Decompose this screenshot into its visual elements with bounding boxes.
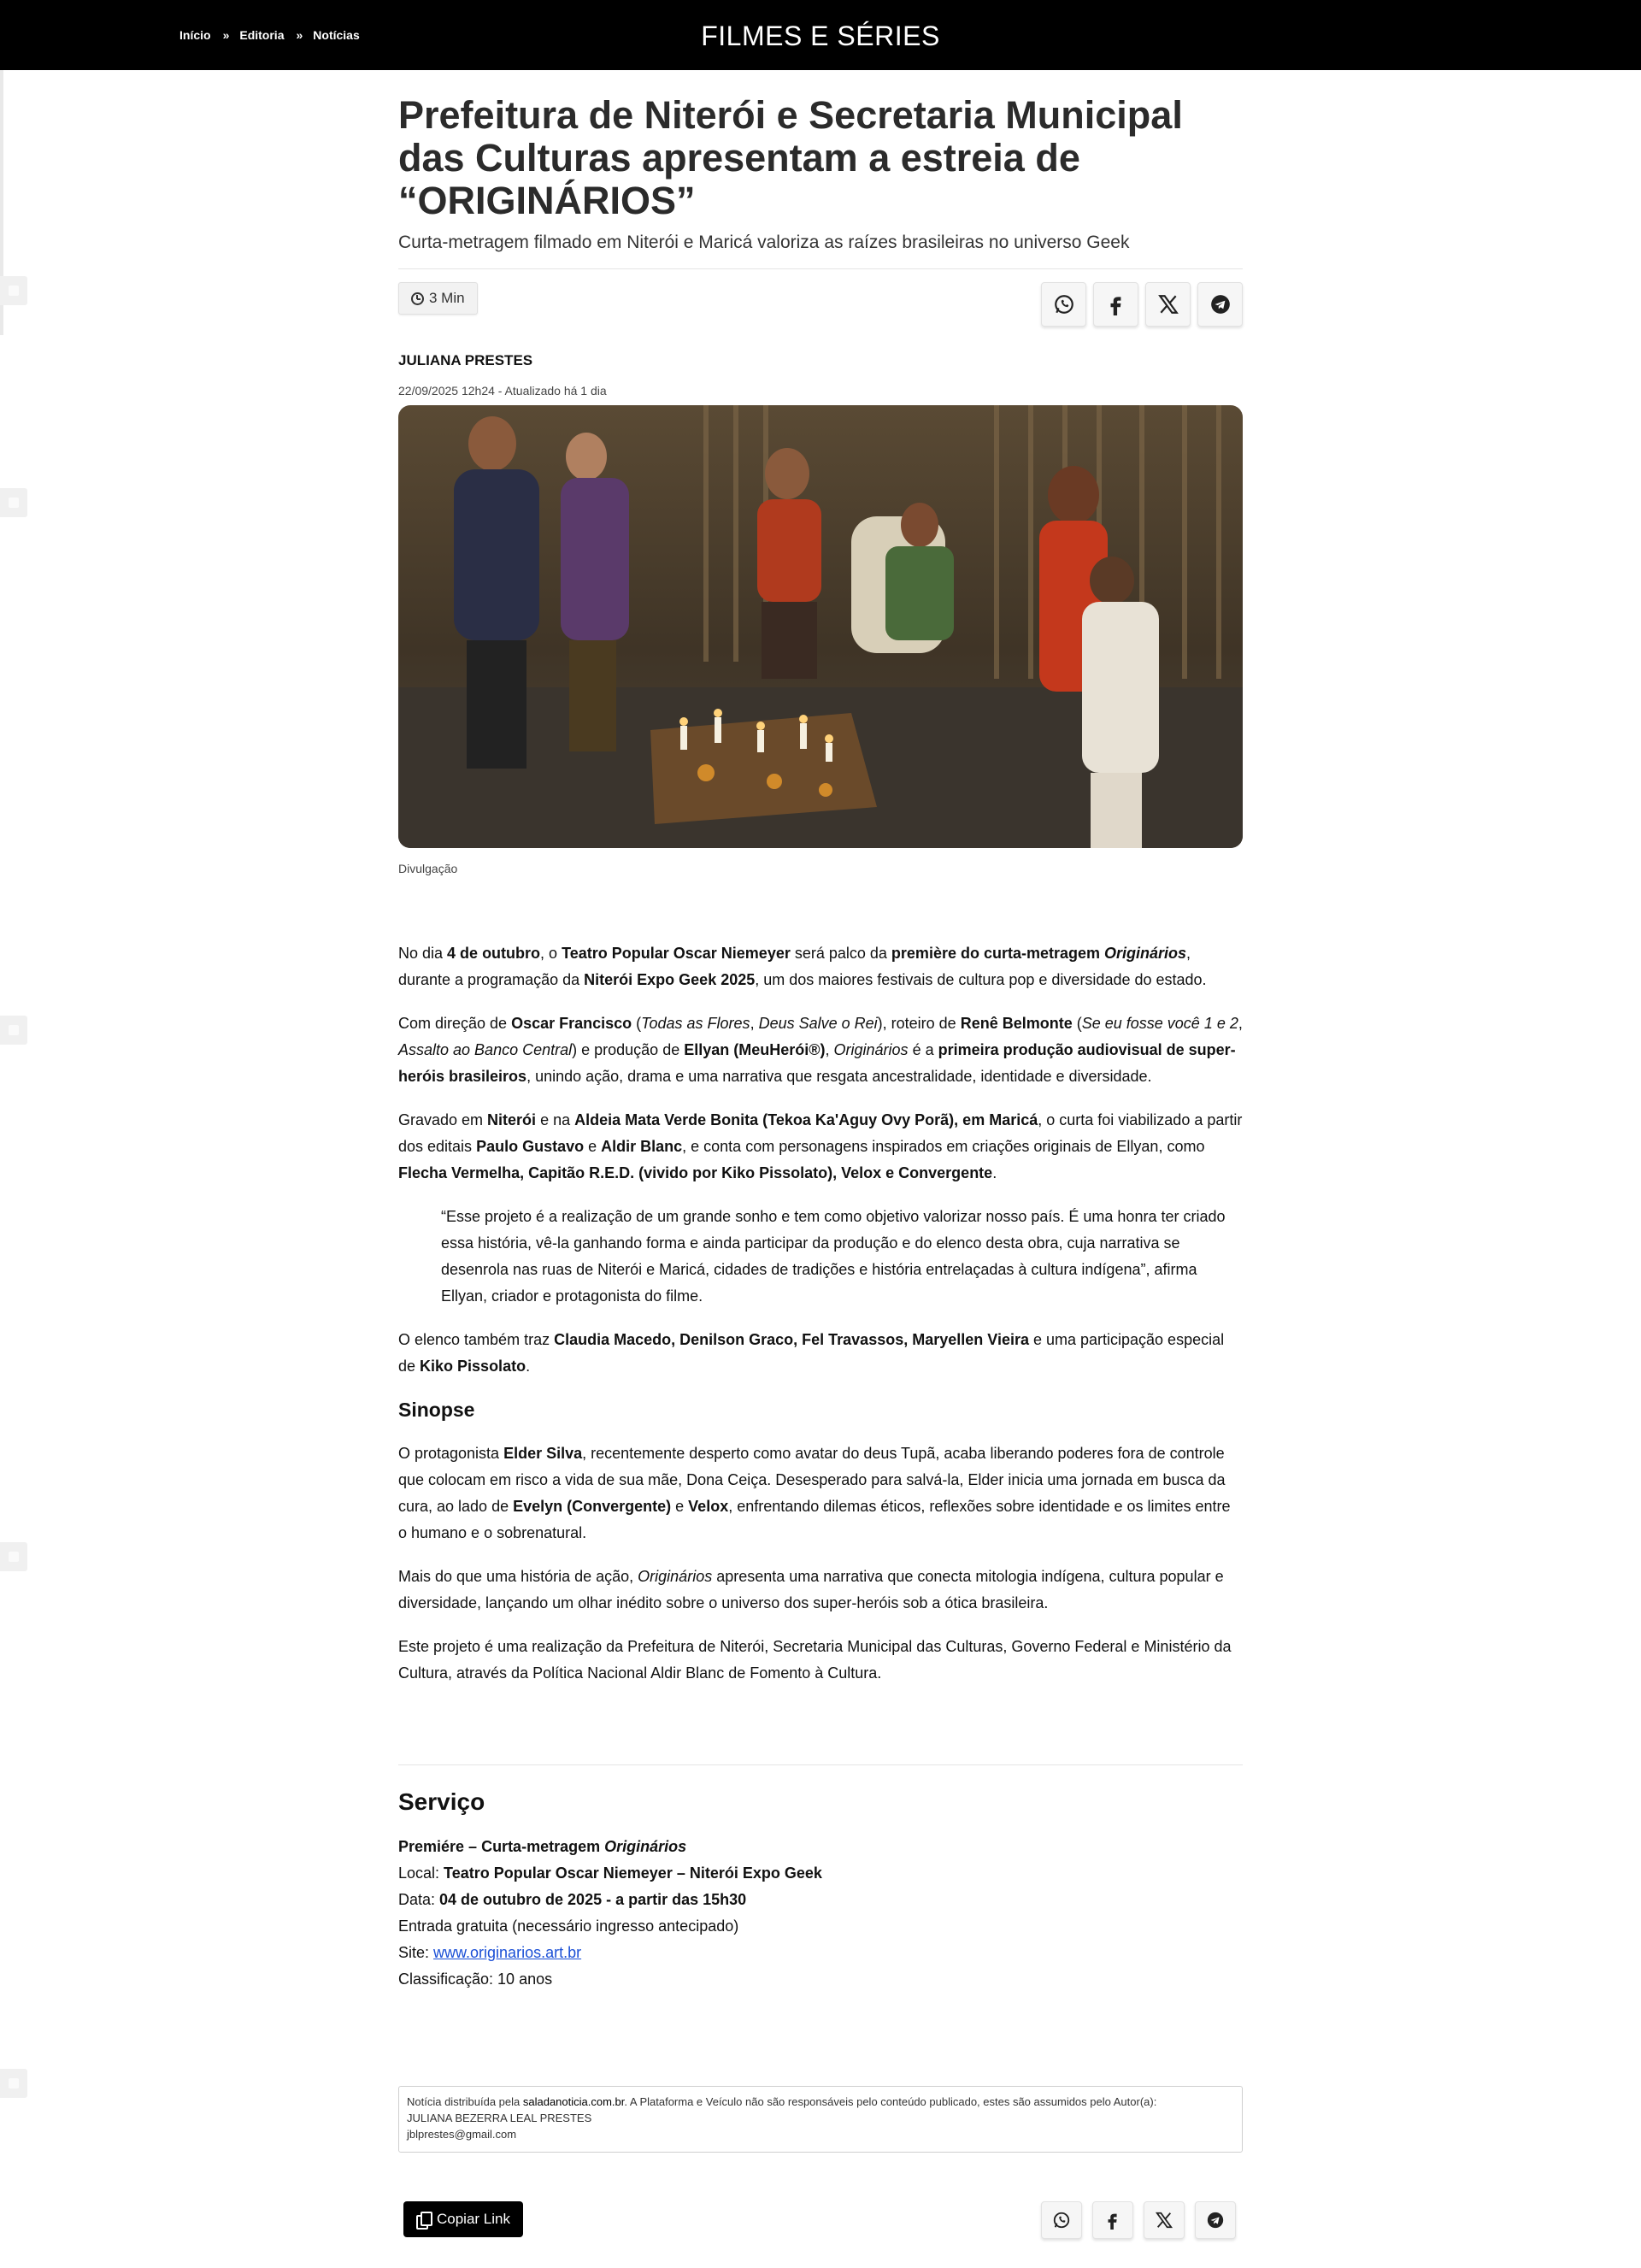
breadcrumb-noticias[interactable]: Notícias (313, 28, 360, 42)
paragraph: Mais do que uma história de ação, Originários apresenta uma narrativa que conecta mitologia indígena, cultura popular e diversidade, lançando um olhar inédito sobre o universo dos super-heróis sob a ótica brasileira. (398, 1568, 1224, 1611)
breadcrumb-separator-icon: » (222, 28, 228, 42)
share-whatsapp-button[interactable] (1041, 282, 1086, 327)
side-widget-icon (0, 1016, 27, 1045)
telegram-icon (1206, 2211, 1225, 2230)
telegram-icon (1209, 293, 1232, 315)
article-body (398, 940, 1243, 1704)
share-telegram-button[interactable] (1195, 2201, 1236, 2239)
article-photo (398, 405, 1243, 848)
paragraph: O protagonista Elder Silva, recentemente desperto como avatar do deus Tupã, acaba liberando poderes fora de controle que colocam em risco a vida de sua mãe, Dona Ceiça. Desesperado para salvá-la, Elder inicia uma jornada em busca da cura, ao lado de Evelyn (Convergente) e Velox, enfrentando dilemas éticos, reflexões sobre identidade e os limites entre o humano e o sobrenatural. (398, 1445, 1231, 1541)
servico-section (398, 1788, 1243, 1993)
photo-caption: Divulgação (398, 862, 458, 875)
copy-icon (416, 2212, 430, 2227)
copy-link-button[interactable] (403, 2201, 523, 2237)
breadcrumb-separator-icon: » (296, 28, 302, 42)
share-x-button[interactable] (1144, 2201, 1185, 2239)
author-name[interactable]: JULIANA PRESTES (398, 352, 533, 368)
paragraph: O elenco também traz Claudia Macedo, Denilson Graco, Fel Travassos, Maryellen Vieira e uma participação especial de Kiko Pissolato. (398, 1331, 1225, 1375)
breadcrumb-inicio[interactable]: Início (179, 28, 211, 42)
share-whatsapp-button[interactable] (1041, 2201, 1082, 2239)
share-facebook-button[interactable] (1093, 282, 1138, 327)
servico-site: Site: www.originarios.art.br (398, 1944, 582, 1961)
servico-data: Data: 04 de outubro de 2025 - a partir das 15h30 (398, 1891, 747, 1908)
publish-date: 22/09/2025 12h24 - Atualizado há 1 dia (398, 384, 607, 398)
paragraph: Este projeto é uma realização da Prefeitura de Niterói, Secretaria Municipal das Culturas, Governo Federal e Ministério da Cultura, através da Política Nacional Aldir Blanc de Fomento à Cultura. (398, 1638, 1232, 1682)
divider (398, 268, 1243, 269)
paragraph: Gravado em Niterói e na Aldeia Mata Verde Bonita (Tekoa Ka'Aguy Ovy Porã), em Maricá, o curta foi viabilizado a partir dos editais Paulo Gustavo e Aldir Blanc, e conta com personagens inspirados em criações originais de Ellyan, como Flecha Vermelha, Capitão R.E.D. (vivido por Kiko Pissolato), Velox e Convergente. (398, 1111, 1243, 1181)
x-icon (1155, 2211, 1173, 2230)
divider (398, 1764, 1243, 1765)
paragraph: Com direção de Oscar Francisco (Todas as Flores, Deus Salve o Rei), roteiro de Renê Belmonte (Se eu fosse você 1 e 2, Assalto ao Banco Central) e produção de Ellyan (MeuHerói®), Originários é a primeira produção audiovisual de super-heróis brasileiros, unindo ação, drama e uma narrativa que resgata ancestralidade, identidade e diversidade. (398, 1015, 1243, 1085)
read-time-badge (398, 282, 478, 315)
side-widget-icon (0, 276, 27, 305)
article-subtitle: Curta-metragem filmado em Niterói e Maricá valoriza as raízes brasileiras no universo Geek (398, 233, 1130, 252)
whatsapp-icon (1052, 2211, 1071, 2230)
copy-link-label: Copiar Link (437, 2211, 510, 2227)
facebook-icon (1105, 293, 1127, 315)
article-title: Prefeitura de Niterói e Secretaria Municipal das Culturas apresentam a estreia de “ORIGINÁRIOS” (398, 93, 1183, 222)
paragraph: No dia 4 de outubro, o Teatro Popular Oscar Niemeyer será palco da première do curta-metragem Originários, durante a programação da Niterói Expo Geek 2025, um dos maiores festivais de cultura pop e diversidade do estado. (398, 945, 1207, 988)
top-bar (0, 0, 1641, 70)
quote: “Esse projeto é a realização de um grande sonho e tem como objetivo valorizar nosso país. É uma honra ter criado essa história, vê-la ganhando forma e ainda participar da produção e do elenco desta obra, cuja narrativa se desenrola nas ruas de Niterói e Maricá, cidades de tradições e história entrelaçadas à cultura indígena”, afirma Ellyan, criador e protagonista do filme. (441, 1208, 1226, 1305)
sinopse-heading: Sinopse (398, 1399, 475, 1421)
servico-entrada: Entrada gratuita (necessário ingresso antecipado) (398, 1917, 739, 1935)
x-icon (1157, 293, 1179, 315)
clock-icon (411, 292, 424, 305)
side-widget-icon (0, 2069, 27, 2098)
breadcrumb-editoria[interactable]: Editoria (239, 28, 285, 42)
photo-image (398, 405, 1243, 848)
share-bar-bottom (1041, 2201, 1236, 2239)
share-facebook-button[interactable] (1092, 2201, 1133, 2239)
servico-heading: Serviço (398, 1788, 485, 1815)
read-time-value: 3 Min (429, 290, 465, 306)
site-title[interactable]: FILMES E SÉRIES (701, 21, 940, 51)
notice-source-link[interactable]: saladanoticia.com.br (522, 2095, 625, 2108)
notice-author-email: jblprestes@gmail.com (407, 2128, 517, 2141)
site-link[interactable]: www.originarios.art.br (433, 1944, 582, 1961)
servico-classificacao: Classificação: 10 anos (398, 1971, 553, 1988)
facebook-icon (1103, 2211, 1122, 2230)
side-widget-icon (0, 1542, 27, 1571)
servico-local: Local: Teatro Popular Oscar Niemeyer – Niterói Expo Geek (398, 1864, 822, 1882)
side-widget-icon (0, 488, 27, 517)
notice-author-name: JULIANA BEZERRA LEAL PRESTES (407, 2112, 592, 2124)
distribution-notice: Notícia distribuída pela saladanoticia.com.br. A Plataforma e Veículo não são responsáveis pelo conteúdo publicado, estes são assumidos pelo Autor(a): JULIANA BEZERRA LEAL PRESTES jblprestes@gmail.com (398, 2086, 1243, 2153)
whatsapp-icon (1053, 293, 1075, 315)
share-telegram-button[interactable] (1197, 282, 1243, 327)
servico-event: Premiére – Curta-metragem Originários (398, 1838, 687, 1855)
share-bar-top (1041, 282, 1243, 327)
share-x-button[interactable] (1145, 282, 1191, 327)
